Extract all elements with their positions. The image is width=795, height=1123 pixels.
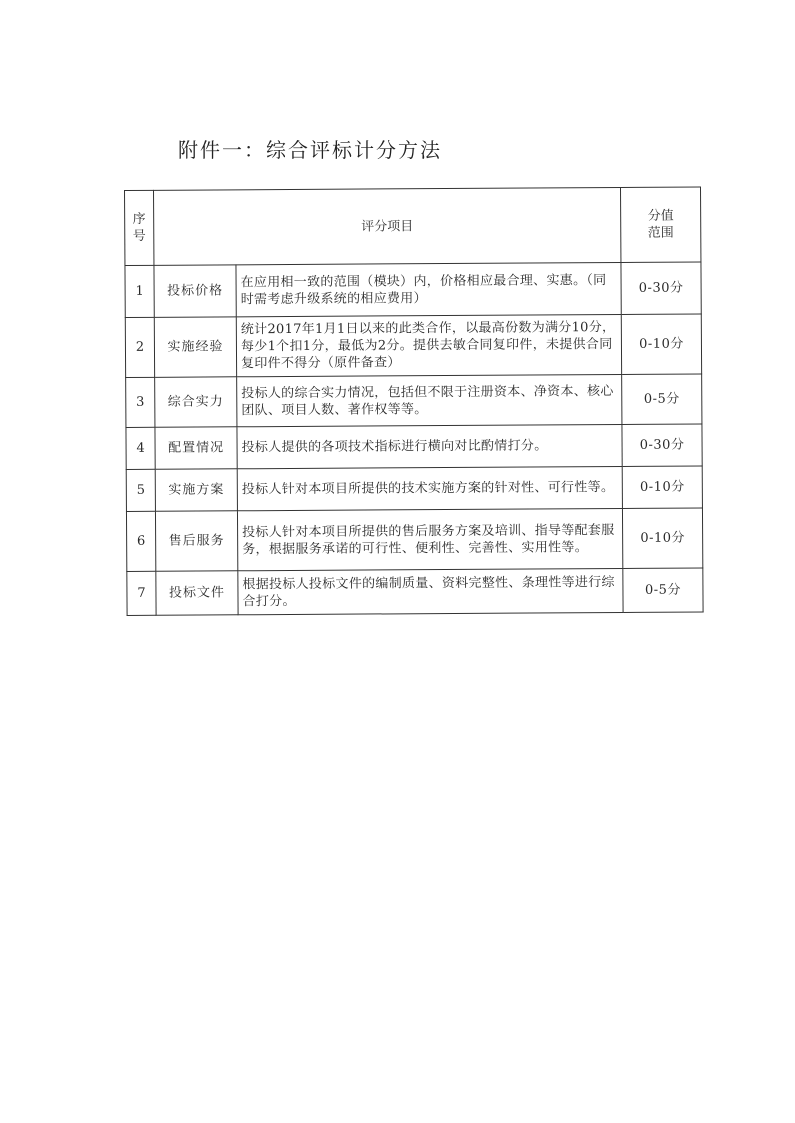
row-seq: 5 xyxy=(126,469,155,511)
row-range: 0-10分 xyxy=(621,314,701,374)
row-description: 在应用相一致的范围（模块）内，价格相应最合理、实惠。（同时需考虑升级系统的相应费用） xyxy=(236,262,621,316)
row-description: 投标人的综合实力情况，包括但不限于注册资本、净资本、核心团队、项目人数、著作权等等。 xyxy=(237,374,622,426)
table-row xyxy=(125,262,701,318)
row-seq: 4 xyxy=(126,427,155,469)
header-range-line2: 范围 xyxy=(647,225,674,241)
row-description: 根据投标人投标文件的编制质量、资料完整性、条理性等进行综合打分。 xyxy=(238,568,623,614)
row-seq: 3 xyxy=(126,377,155,427)
row-range: 0-30分 xyxy=(621,262,701,314)
row-range: 0-5分 xyxy=(623,568,703,612)
header-range xyxy=(621,187,701,262)
row-item: 综合实力 xyxy=(155,377,237,427)
row-description: 统计2017年1月1日以来的此类合作，以最高份数为满分10分，每少1个扣1分，最低为2分。提供去敏合同复印件，未提供合同复印件不得分（原件备查） xyxy=(236,314,621,376)
row-range: 0-10分 xyxy=(622,466,702,508)
header-seq-line2: 号 xyxy=(132,228,146,244)
header-range-line1: 分值 xyxy=(647,208,674,224)
row-description: 投标人针对本项目所提供的售后服务方案及培训、指导等配套服务，根据服务承诺的可行性、便利性、完善性、实用性等。 xyxy=(237,508,622,570)
row-item: 配置情况 xyxy=(155,427,237,470)
row-seq: 6 xyxy=(126,511,155,571)
table-row xyxy=(127,568,703,616)
row-range: 0-30分 xyxy=(622,424,702,466)
row-range: 0-10分 xyxy=(622,508,702,568)
table-row xyxy=(126,508,702,572)
row-description: 投标人提供的各项技术指标进行横向对比酌情打分。 xyxy=(237,424,622,468)
scoring-table xyxy=(124,186,704,616)
row-item: 实施经验 xyxy=(154,317,236,377)
header-item: 评分项目 xyxy=(154,187,621,265)
row-item: 实施方案 xyxy=(155,469,237,512)
header-seq-line1: 序 xyxy=(132,211,146,227)
table-row xyxy=(125,314,701,378)
table-header-row xyxy=(125,187,701,266)
row-seq: 1 xyxy=(125,265,154,317)
table-row xyxy=(126,466,702,512)
page-title: 附件一：综合评标计分方法 xyxy=(178,138,442,162)
row-item: 投标价格 xyxy=(154,265,236,317)
header-seq xyxy=(125,190,154,265)
row-seq: 7 xyxy=(127,571,156,615)
table-row xyxy=(126,374,702,428)
row-seq: 2 xyxy=(125,317,154,377)
table-row xyxy=(126,424,702,470)
row-item: 售后服务 xyxy=(155,511,237,571)
row-range: 0-5分 xyxy=(622,374,702,424)
row-item: 投标文件 xyxy=(156,571,238,616)
row-description: 投标人针对本项目所提供的技术实施方案的针对性、可行性等。 xyxy=(237,466,622,510)
